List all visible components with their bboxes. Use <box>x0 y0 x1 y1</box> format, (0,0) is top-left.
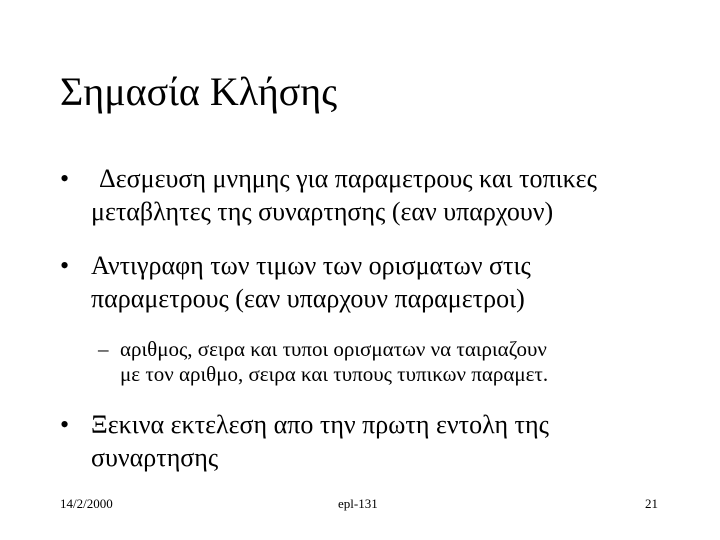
footer-date: 14/2/2000 <box>60 496 113 511</box>
sub-bullet-marker: – <box>98 337 109 361</box>
footer-course: epl-131 <box>338 496 378 511</box>
sub-bullet-item <box>98 337 720 387</box>
bullet-text-line: Ξεκινα εκτελεση απο την πρωτη εντολη της <box>91 410 549 439</box>
bullet-text-line: συναρτησης <box>91 443 219 472</box>
bullet-text-line: παραμετρους (εαν υπαρχουν παραμετροι) <box>91 284 525 313</box>
bullet-text-line: Δεσμευση μνημης για παραμετρους και τοπικες <box>99 164 597 193</box>
slide-title: Σημασία Κλήσης <box>60 69 338 114</box>
bullet-text-line: μεταβλητες της συναρτησης (εαν υπαρχουν) <box>91 197 554 226</box>
bullet-item <box>60 249 720 315</box>
bullet-item <box>60 162 720 228</box>
sub-bullet-text-line: αριθμος, σειρα και τυποι ορισματων να ταιριαζουν <box>120 337 547 361</box>
bullet-marker: • <box>60 164 70 193</box>
bullet-marker: • <box>60 251 70 280</box>
sub-bullet-text-line: με τον αριθμο, σειρα και τυπους τυπικων παραμετ. <box>120 362 549 386</box>
bullet-text-line: Αντιγραφη των τιμων των ορισματων στις <box>91 251 531 280</box>
bullet-item <box>60 408 720 474</box>
bullet-marker: • <box>60 410 70 439</box>
footer-page-number: 21 <box>645 496 658 511</box>
